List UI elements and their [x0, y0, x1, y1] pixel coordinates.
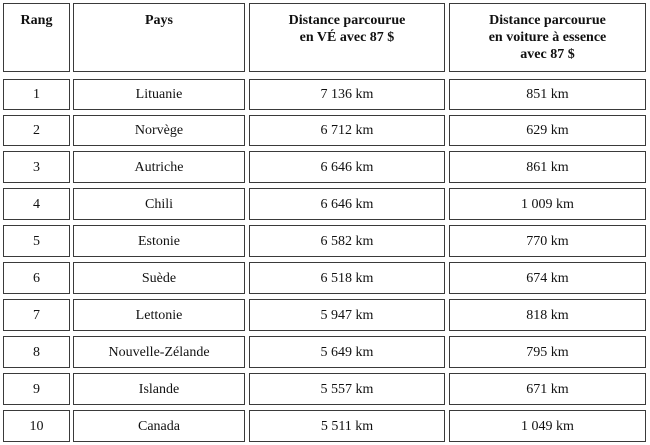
rank-cell: 9	[3, 373, 70, 405]
ev-distance-cell: 6 646 km	[249, 188, 445, 220]
header-country: Pays	[73, 3, 245, 72]
gas-distance-cell: 795 km	[449, 336, 646, 368]
gas-distance-cell: 671 km	[449, 373, 646, 405]
country-cell: Suède	[73, 262, 245, 294]
header-ev-distance: Distance parcourue en VÉ avec 87 $	[249, 3, 445, 72]
rank-cell: 8	[3, 336, 70, 368]
ev-distance-cell: 5 649 km	[249, 336, 445, 368]
country-cell: Chili	[73, 188, 245, 220]
rank-cell: 4	[3, 188, 70, 220]
ev-distance-cell: 5 947 km	[249, 299, 445, 331]
gas-distance-cell: 770 km	[449, 225, 646, 257]
gas-distance-cell: 1 049 km	[449, 410, 646, 442]
gas-distance-cell: 818 km	[449, 299, 646, 331]
rank-cell: 10	[3, 410, 70, 442]
rank-cell: 7	[3, 299, 70, 331]
ev-distance-cell: 5 557 km	[249, 373, 445, 405]
gas-distance-cell: 674 km	[449, 262, 646, 294]
ev-distance-cell: 6 518 km	[249, 262, 445, 294]
country-cell: Autriche	[73, 151, 245, 183]
header-gas-distance: Distance parcourue en voiture à essence avec 87 $	[449, 3, 646, 72]
ev-distance-cell: 6 646 km	[249, 151, 445, 183]
country-cell: Norvège	[73, 115, 245, 146]
rank-cell: 6	[3, 262, 70, 294]
ev-distance-cell: 6 582 km	[249, 225, 445, 257]
header-rank: Rang	[3, 3, 70, 72]
gas-distance-cell: 851 km	[449, 79, 646, 110]
country-cell: Canada	[73, 410, 245, 442]
country-cell: Nouvelle-Zélande	[73, 336, 245, 368]
rank-cell: 5	[3, 225, 70, 257]
gas-distance-cell: 861 km	[449, 151, 646, 183]
country-cell: Lituanie	[73, 79, 245, 110]
rank-cell: 2	[3, 115, 70, 146]
rank-cell: 3	[3, 151, 70, 183]
country-cell: Estonie	[73, 225, 245, 257]
country-cell: Islande	[73, 373, 245, 405]
ev-distance-cell: 6 712 km	[249, 115, 445, 146]
rank-cell: 1	[3, 79, 70, 110]
ev-distance-cell: 5 511 km	[249, 410, 445, 442]
gas-distance-cell: 1 009 km	[449, 188, 646, 220]
gas-distance-cell: 629 km	[449, 115, 646, 146]
country-cell: Lettonie	[73, 299, 245, 331]
ev-distance-cell: 7 136 km	[249, 79, 445, 110]
